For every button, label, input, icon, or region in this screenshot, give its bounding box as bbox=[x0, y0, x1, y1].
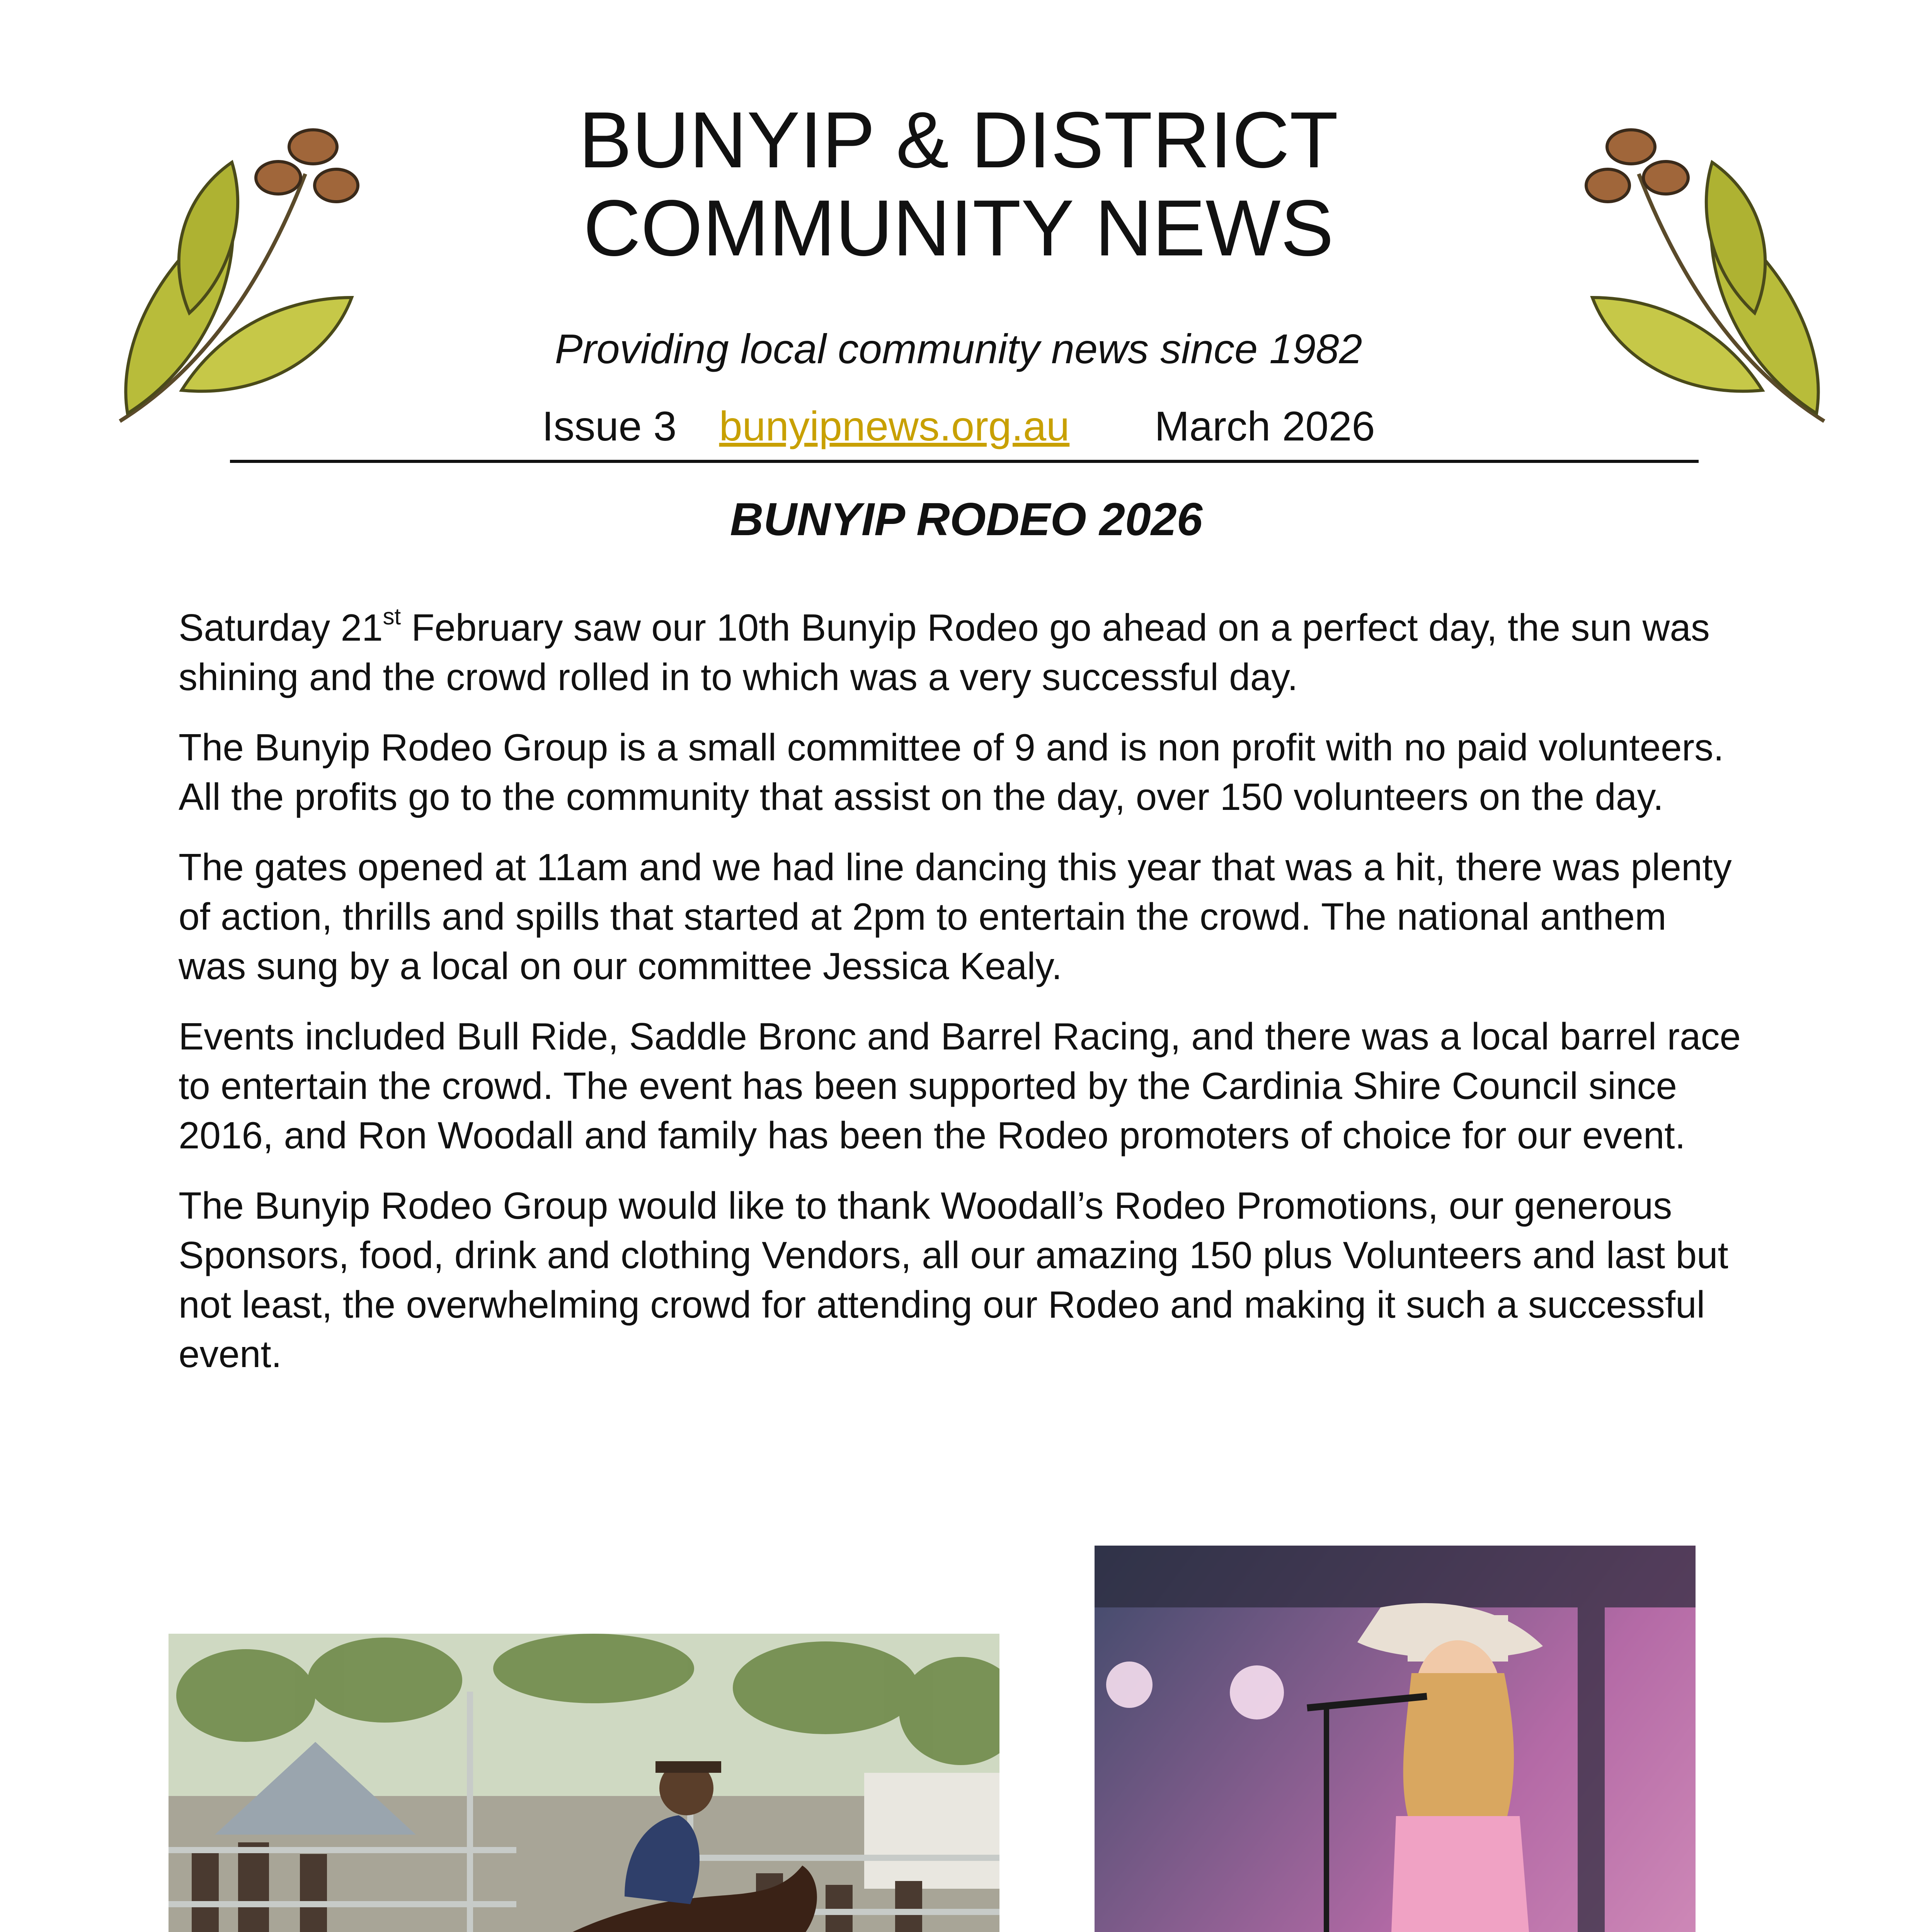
barrel-racing-photo bbox=[169, 1634, 999, 1932]
gumleaf-left-icon bbox=[104, 97, 375, 439]
article-paragraph-4: Events included Bull Ride, Saddle Bronc and Barrel Racing, and there was a local barrel race to entertain the crowd. The event has been supported by the Cardinia Shire Council since 2016, and Ron Woodall and family has been the Rodeo promoters of choice for our event. bbox=[179, 1015, 1741, 1156]
issue-date: March 2026 bbox=[1154, 403, 1375, 449]
issue-number: Issue 3 bbox=[542, 403, 677, 449]
article-paragraph-5: The Bunyip Rodeo Group would like to thank Woodall’s Rodeo Promotions, our generous Sponsors, food, drink and clothing Vendors, all our amazing 150 plus Volunteers and last but not least, the overwhelming crowd for attending our Rodeo and making it such a successful event. bbox=[179, 1184, 1728, 1375]
article-headline: BUNYIP RODEO 2026 bbox=[730, 493, 1203, 545]
masthead-line-2: COMMUNITY NEWS bbox=[583, 184, 1334, 272]
article-paragraph-3: The gates opened at 11am and we had line dancing this year that was a hit, there was plenty of action, thrills and spills that started at 2pm to entertain the crowd. The national anthem was sung by a local on our committee Jessica Kealy. bbox=[179, 846, 1732, 987]
gumleaf-right-icon bbox=[1569, 97, 1840, 439]
header-divider bbox=[230, 460, 1699, 463]
masthead-line-1: BUNYIP & DISTRICT bbox=[579, 95, 1338, 184]
article-body bbox=[179, 603, 1744, 1400]
tagline: Providing local community news since 1982 bbox=[555, 325, 1362, 372]
p1-rest: February saw our 10th Bunyip Rodeo go ahead on a perfect day, the sun was shining and the crowd rolled in to which was a very successful day. bbox=[179, 606, 1710, 698]
issue-line bbox=[425, 402, 1492, 450]
p1-ordinal: st bbox=[383, 604, 401, 629]
p1-start: Saturday 21 bbox=[179, 606, 383, 649]
article-paragraph-1 bbox=[179, 603, 1744, 702]
masthead-title bbox=[425, 96, 1492, 272]
anthem-singer-photo bbox=[1095, 1546, 1696, 1932]
article-paragraph-2: The Bunyip Rodeo Group is a small committee of 9 and is non profit with no paid volunteers. All the profits go to the community that assist on the day, over 150 volunteers on the day. bbox=[179, 726, 1724, 818]
website-link[interactable]: bunyipnews.org.au bbox=[719, 403, 1070, 449]
